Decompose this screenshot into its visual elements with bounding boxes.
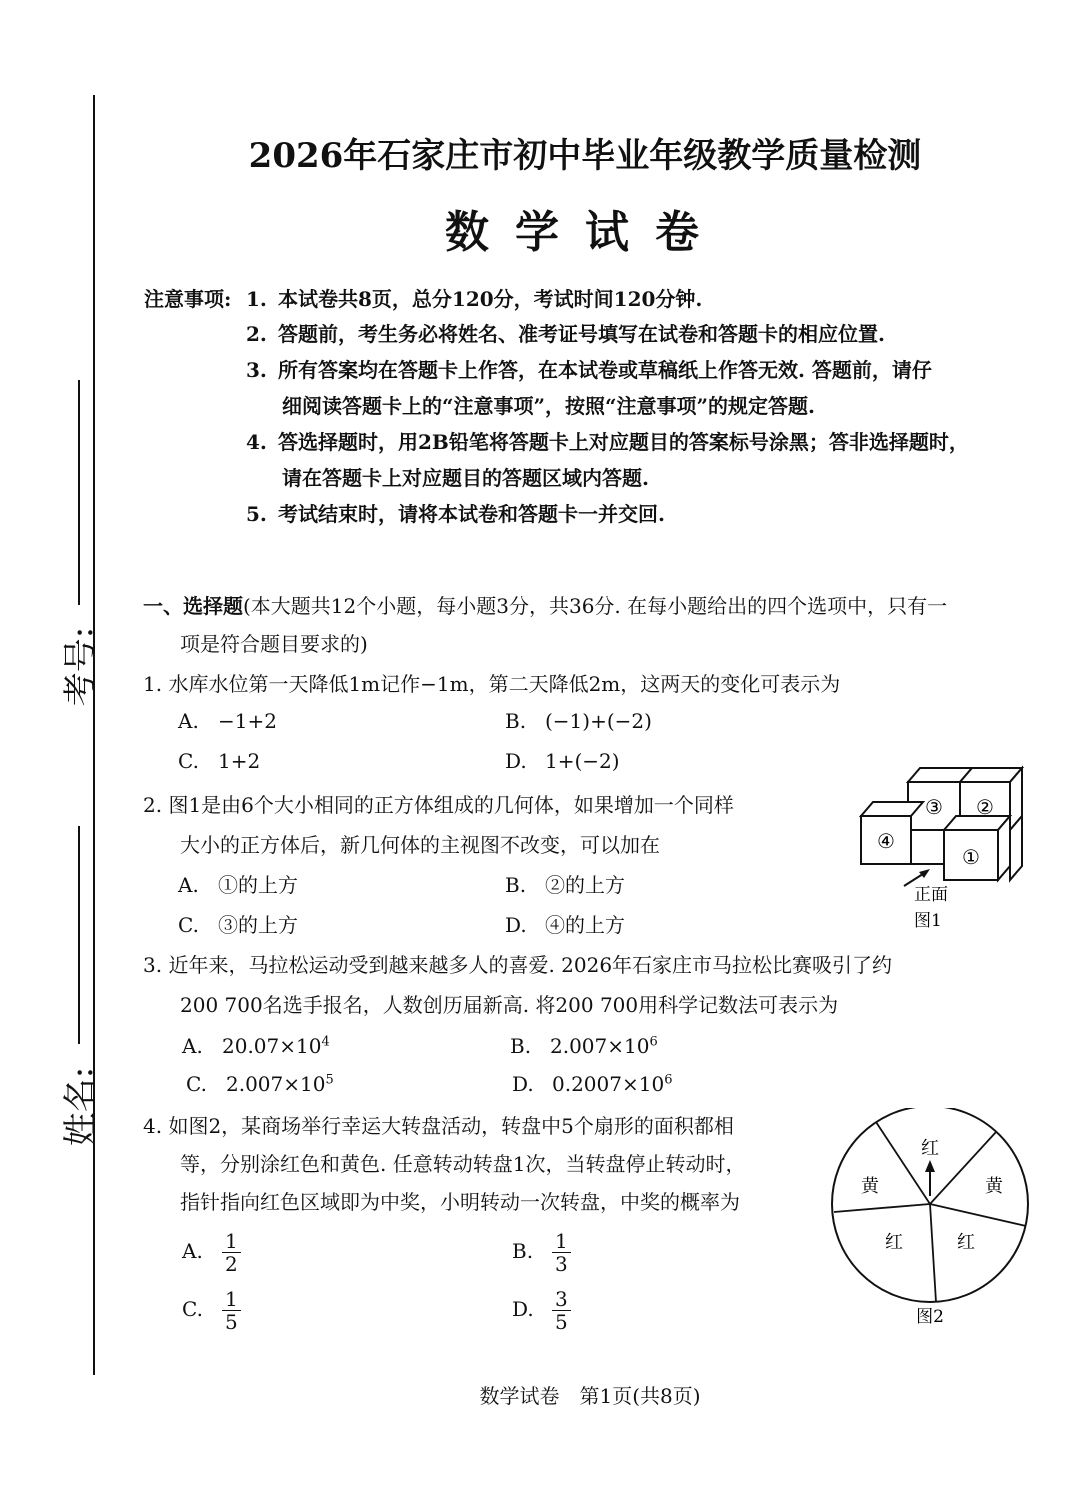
q4-option-c: C. $\frac{1}{5}$	[182, 1288, 241, 1333]
sector-label-right: 黄	[985, 1176, 1003, 1197]
q4-option-d: D. $\frac{3}{5}$	[512, 1288, 571, 1333]
q2-option-c: C. ③的上方	[178, 913, 298, 937]
cube4-top-face	[861, 802, 923, 816]
sector-label-bottom-left: 红	[885, 1232, 903, 1253]
cube1-label: ①	[962, 845, 980, 869]
notice-item-1: 1. 本试卷共8页，总分120分，考试时间120分钟.	[246, 287, 703, 311]
figure2-caption: 图2	[916, 1307, 944, 1327]
section1-title: 一、选择题(本大题共12个小题，每小题3分，共36分. 在每小题给出的四个选项中，只有一	[143, 594, 948, 618]
q3-stem: 3. 近年来，马拉松运动受到越来越多人的喜爱. 2026年石家庄市马拉松比赛吸引了约	[143, 953, 893, 977]
binding-line	[93, 95, 95, 1375]
q3-option-b: B. $2.007\times 10^6$	[510, 1034, 658, 1058]
q1-option-b: B. (−1)+(−2)	[505, 709, 652, 733]
sector-label-bottom-right: 红	[957, 1232, 975, 1253]
q2-stem: 2. 图1是由6个大小相同的正方体组成的几何体，如果增加一个同样	[143, 793, 734, 817]
notice-heading: 注意事项:	[144, 287, 232, 311]
q3-option-a: A. $20.07\times 10^4$	[182, 1034, 330, 1058]
figure1-cubes	[858, 762, 1033, 937]
xingming-label: 姓名:	[61, 1066, 102, 1147]
q1-option-c: C. 1+2	[178, 749, 261, 773]
q1-option-a: A. −1+2	[178, 709, 277, 733]
front-label: 正面	[914, 885, 948, 905]
section1-title-cont: 项是符合题目要求的)	[180, 632, 368, 656]
exam-title: 2026年石家庄市初中毕业年级教学质量检测	[248, 136, 922, 176]
q4-stem-cont2: 指针指向红色区域即为中奖，小明转动一次转盘，中奖的概率为	[180, 1190, 740, 1214]
q4-stem: 4. 如图2，某商场举行幸运大转盘活动，转盘中5个扇形的面积都相	[143, 1114, 734, 1138]
q4-stem-cont1: 等，分别涂红色和黄色. 任意转动转盘1次，当转盘停止转动时，	[180, 1152, 746, 1176]
q1-stem: 1. 水库水位第一天降低1m记作−1m，第二天降低2m，这两天的变化可表示为	[143, 672, 841, 696]
cube2-label: ②	[976, 795, 994, 819]
sector-label-left: 黄	[861, 1176, 879, 1197]
figure2-spinner	[826, 1108, 1036, 1333]
notice-item-2: 2. 答题前，考生务必将姓名、准考证号填写在试卷和答题卡的相应位置.	[246, 322, 885, 346]
q4-option-b: B. $\frac{1}{3}$	[512, 1230, 571, 1275]
xingming-blank-line	[78, 826, 80, 1044]
notice-item-4: 4. 答选择题时，用2B铅笔将答题卡上对应题目的答案标号涂黑；答非选择题时，	[246, 430, 969, 454]
q3-option-d: D. $0.2007\times 10^6$	[512, 1072, 673, 1096]
cube4-label: ④	[877, 829, 895, 853]
q2-stem-cont: 大小的正方体后，新几何体的主视图不改变，可以加在	[180, 833, 660, 857]
sector-label-top: 红	[921, 1138, 939, 1159]
q3-option-c: C. $2.007\times 10^5$	[186, 1072, 334, 1096]
exam-subtitle: 数学试卷	[445, 207, 725, 258]
notice-item-3: 3. 所有答案均在答题卡上作答，在本试卷或草稿纸上作答无效. 答题前，请仔	[246, 358, 932, 382]
figure1-caption: 图1	[914, 911, 942, 931]
kaohao-label: 考号:	[61, 626, 102, 707]
notice-item-4-cont: 请在答题卡上对应题目的答题区域内答题.	[282, 466, 649, 490]
q2-option-b: B. ②的上方	[505, 873, 625, 897]
page-footer: 数学试卷 第1页(共8页)	[479, 1384, 701, 1408]
middle-bottom-face	[911, 830, 947, 864]
q2-option-d: D. ④的上方	[505, 913, 625, 937]
q1-option-d: D. 1+(−2)	[505, 749, 620, 773]
kaohao-blank-line	[78, 380, 80, 605]
q2-option-a: A. ①的上方	[178, 873, 298, 897]
cube3-label: ③	[925, 795, 943, 819]
notice-item-5: 5. 考试结束时，请将本试卷和答题卡一并交回.	[246, 502, 665, 526]
q3-stem-cont: 200 700名选手报名，人数创历届新高. 将200 700用科学记数法可表示为	[180, 993, 839, 1017]
notice-item-3-cont: 细阅读答题卡上的“注意事项”，按照“注意事项”的规定答题.	[282, 394, 815, 418]
q4-option-a: A. $\frac{1}{2}$	[182, 1230, 241, 1275]
front-arrowhead-icon	[919, 869, 930, 878]
